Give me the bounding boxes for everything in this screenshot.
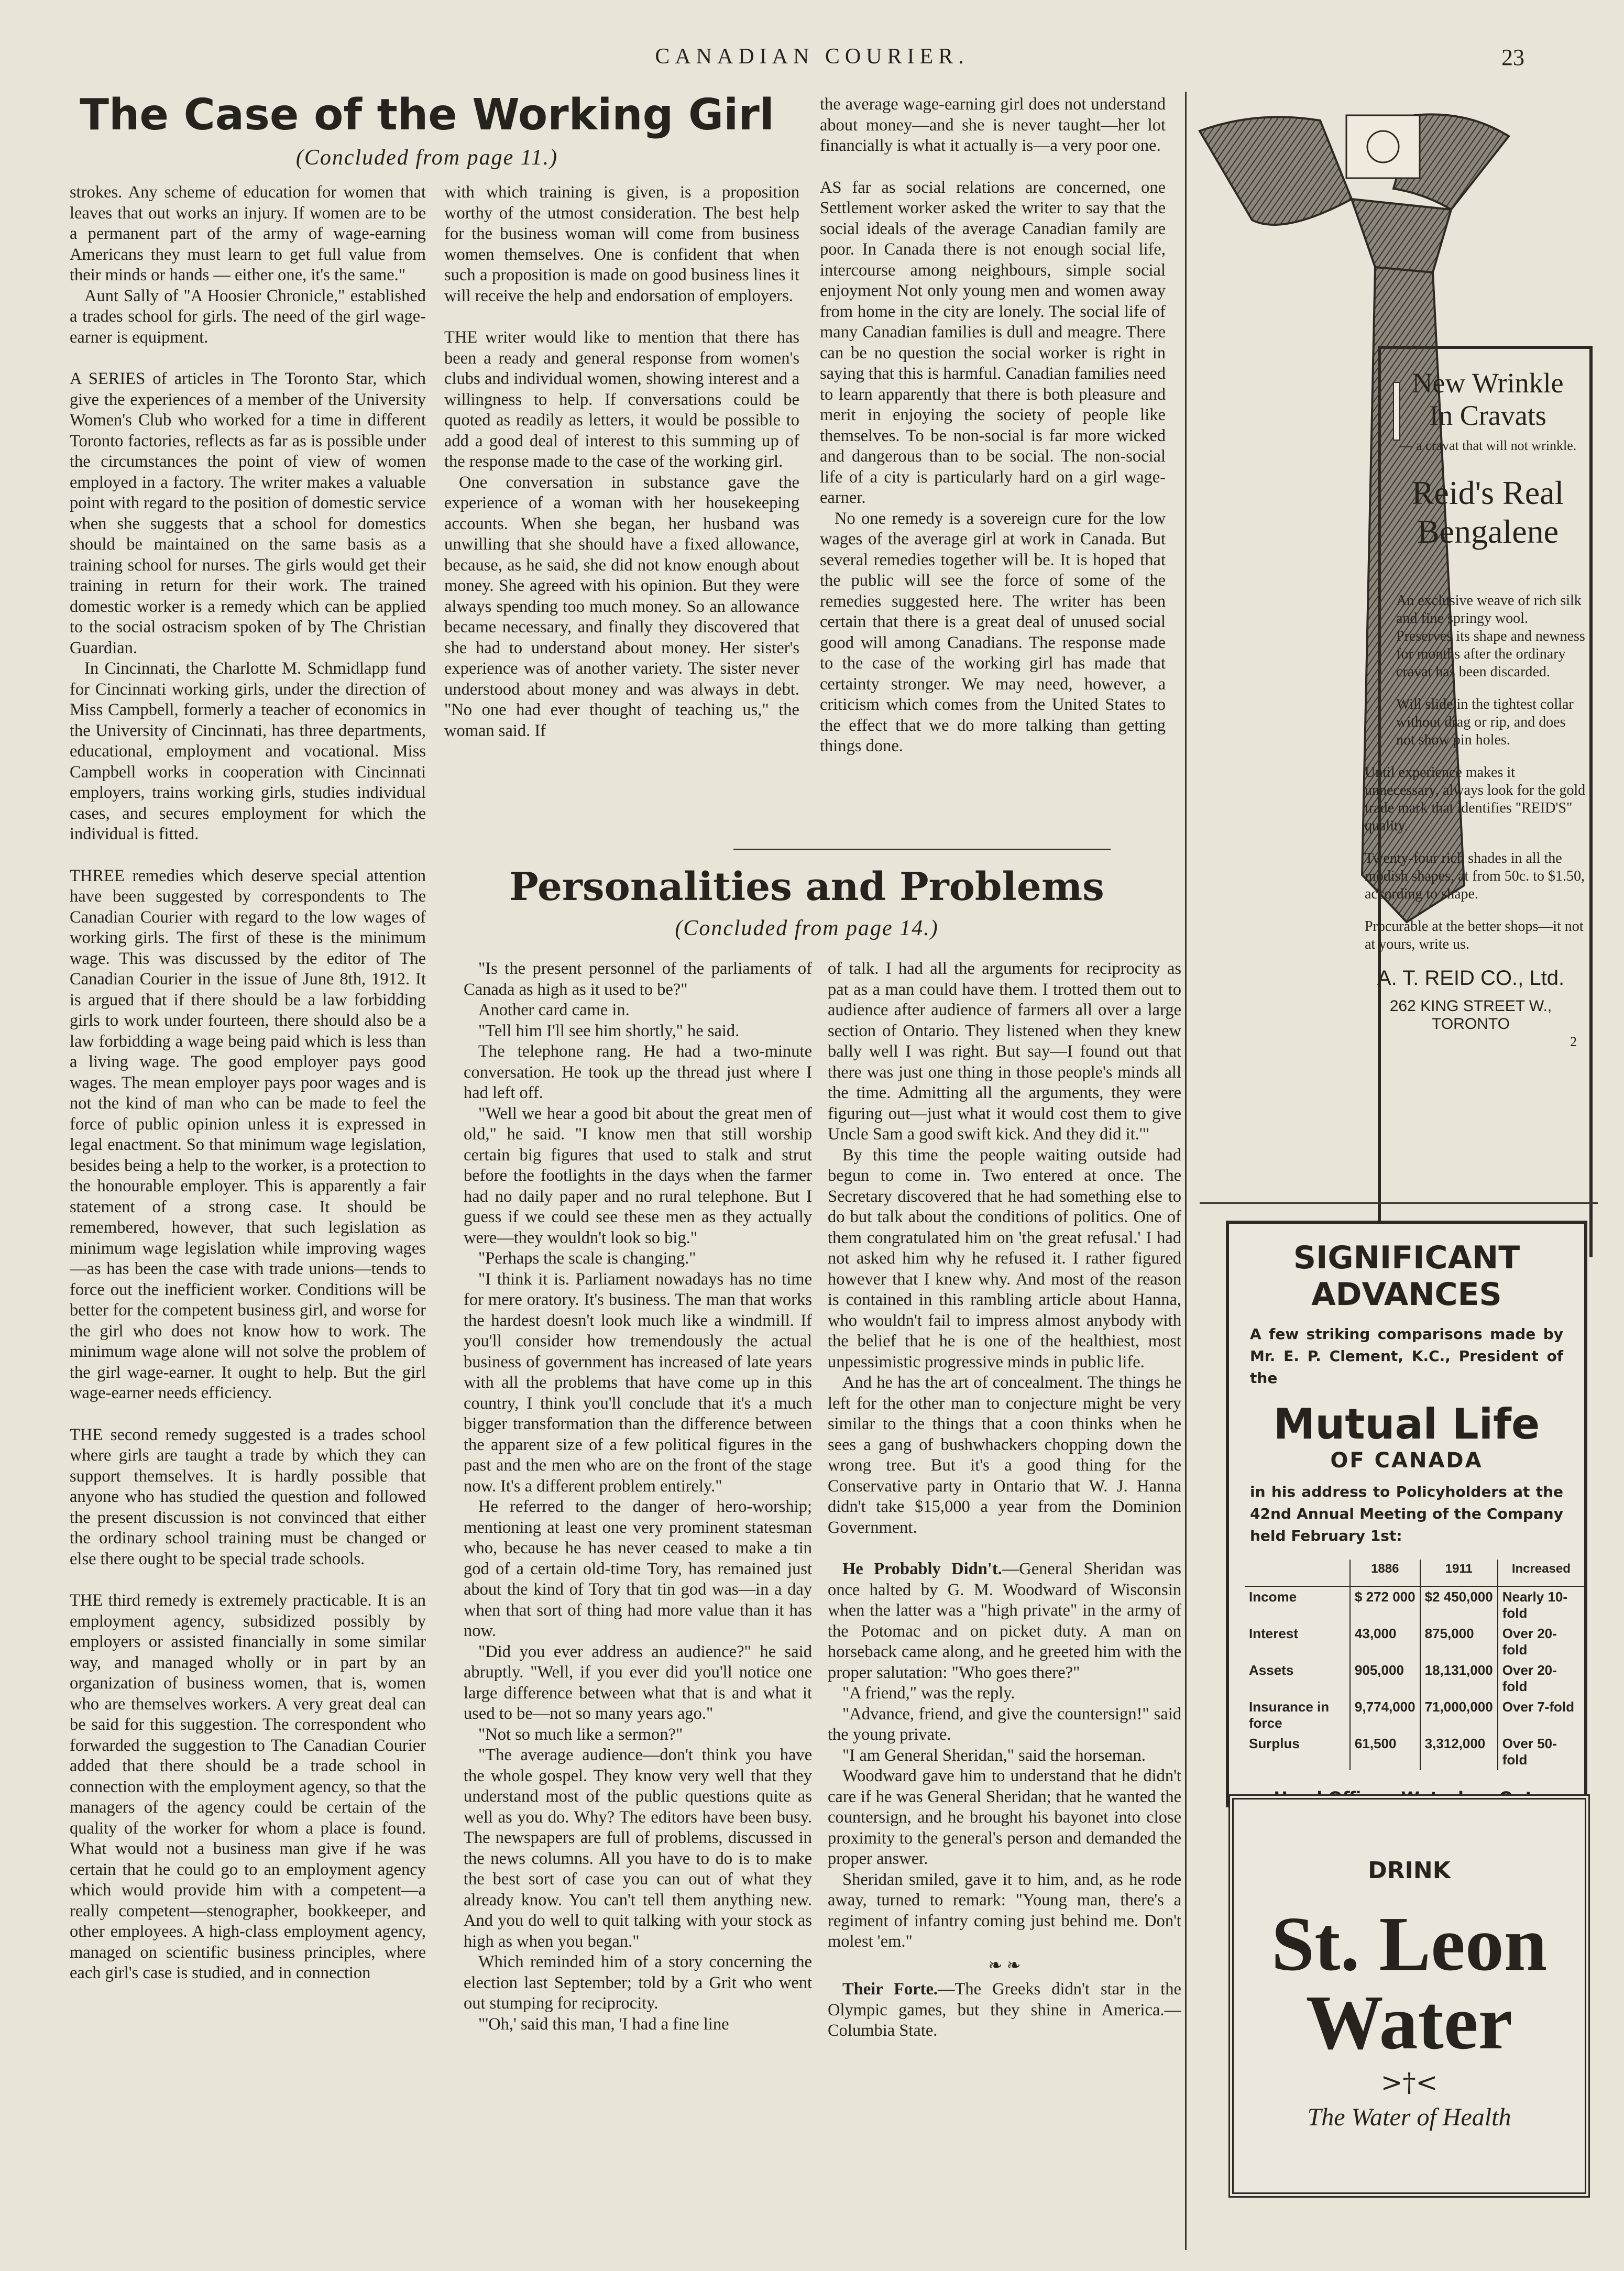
mutual-intro: A few striking comparisons made by Mr. E. P. Clement, K.C., President of the <box>1250 1325 1563 1387</box>
paragraph: AS far as social relations are concerned, one Settlement worker asked the writer to say that the social ideals of the average Canadian family are poor. In Canada there is not enough social life, intercourse among neighbours, simple social enjoyment Not only young men and women away from home in the city are lonely. The social life of many Canadian families is dull and meagre. There can be no question the social worker is right in saying that this is harmful. Canadian families need to learn apparently that there is both pleasure and merit in enjoying the society of people like themselves. To be non-social is far more wicked and dangerous than to be social. The non-social life of a city is particularly hard on a girl wage-earner. <box>820 178 1166 507</box>
paragraph: "Advance, friend, and give the countersign!" said the young private. <box>828 1704 1181 1744</box>
st-leon-line-1: St. Leon <box>1271 1901 1548 1987</box>
reid-body <box>1354 592 1587 1051</box>
forte-title: Their Forte. <box>842 1980 938 1999</box>
reid-city: TORONTO <box>1432 1015 1510 1033</box>
st-leon-ad <box>1228 1794 1590 2198</box>
paragraph: Which reminded him of a story concerning the election last September; told by a Grit who went out stumping for reciprocity. <box>464 1952 812 2013</box>
ad-divider <box>1200 1202 1598 1204</box>
running-head: CANADIAN COURIER. <box>655 45 969 69</box>
article1-headline: The Case of the Working Girl <box>80 90 774 140</box>
paragraph: "Well we hear a good bit about the great men of old," he said. "I know men that still worship certain big figures that used to stalk and strut before the footlights in the days when the farmer had no daily paper and no rural telephone. But I guess if we could see these men as they actually were—they wouldn't look so big." <box>464 1104 812 1247</box>
mutual-intro-2: in his address to Policyholders at the 42nd Annual Meeting of the Company held February 1st: <box>1250 1483 1563 1544</box>
article1-column-1 <box>70 182 426 2220</box>
st-leon-line-2: Water <box>1305 1980 1513 2066</box>
table-cell: Over 20-fold <box>1498 1660 1584 1697</box>
paragraph: "Perhaps the scale is changing." <box>478 1249 696 1268</box>
reid-address: 262 KING STREET W., <box>1389 997 1552 1015</box>
mutual-title-2: ADVANCES <box>1311 1276 1502 1313</box>
table-cell: 3,312,000 <box>1420 1734 1498 1770</box>
reid-sub: — a cravat that will not wrinkle. <box>1399 438 1577 453</box>
table-row <box>1245 1623 1584 1660</box>
article2-header <box>445 864 1168 941</box>
paragraph: One conversation in substance gave the experience of a woman with her housekeeping accounts. When she began, her husband was unwilling that she should have a fixed allowance, because, as he said, she did not know enough about money. She agreed with his opinion. But they were always spending too much money. So an allowance became necessary, and finally they discovered that she had to understand about money. Her sister's experience was of another variety. The sister never understood about money and was always in debt. "No one had ever thought of teaching us," the woman said. If <box>444 473 799 740</box>
paragraph: The telephone rang. He had a two-minute conversation. He took up the thread just where I had left off. <box>464 1042 812 1102</box>
reid-company: A. T. REID CO., Ltd. <box>1377 967 1565 990</box>
page-number: 23 <box>1501 45 1524 70</box>
table-row <box>1245 1586 1584 1623</box>
reid-headline-1: New Wrinkle <box>1412 367 1564 399</box>
paragraph: "Did you ever address an audience?" he said abruptly. "Well, if you ever did you'll notice one large difference between what that is and what it used to be—not so many years ago." <box>464 1642 812 1723</box>
table-cell: Surplus <box>1249 1736 1300 1751</box>
mutual-comparison-table <box>1245 1560 1584 1770</box>
table-cell: $ 272 000 <box>1350 1586 1420 1623</box>
st-leon-tagline: The Water of Health <box>1307 2103 1511 2131</box>
paragraph: THE second remedy suggested is a trades school where girls are taught a trade by which they can support themselves. It is hardly possible that anyone who has studied the question and followed the present discussion is not convinced that either the ordinary school training must be changed or else there ought to be special trade schools. <box>70 1425 426 1568</box>
paragraph: —General Sheridan was once halted by G. M. Woodward of Wisconsin when the latter was a "high private" in the army of the Potomac and on picket duty. A man on horseback came along, and he greeted him with the proper salutation: "Who goes there?" <box>828 1560 1181 1682</box>
probably-title: He Probably Didn't. <box>842 1560 1002 1578</box>
reid-slide: Will slide in the tightest collar without drag or rip, and does not show pin holes. <box>1396 696 1574 748</box>
mutual-of-canada: OF CANADA <box>1330 1449 1483 1473</box>
article2-concluded: (Concluded from page 14.) <box>675 916 939 940</box>
paragraph: Woodward gave him to understand that he didn't care if he was General Sheridan; that he wanted the countersign, and he brought his bayonet into close proximity to the general's person and demanded the proper answer. <box>828 1767 1181 1868</box>
paragraph: "Not so much like a sermon?" <box>478 1725 683 1744</box>
table-cell: Assets <box>1249 1662 1294 1678</box>
paragraph: "I think it is. Parliament nowadays has no time for mere oratory. It's business. The man that works the hardest doesn't look much like a windmill. If you'll consider how tremendously the actual business of government has increased of late years with all the problems that have come up in this country, I think you'll conclude that it's a much bigger transformation than the difference between the apparent size of a few political figures in the past and the men who are on the front of the stage now. It's a different problem entirely." <box>464 1269 812 1496</box>
article2-column-2 <box>828 959 1181 2226</box>
table-header: 1886 <box>1350 1560 1420 1586</box>
paragraph: By this time the people waiting outside had begun to come in. Two entered at once. The Secretary discovered that he had something else to do but talk about the conditions of politics. One of them congratulated him on 'the great refusal.' I had not asked him why he refused it. I rather figured however that I knew why. And most of the reason is contained in this rambling article about Hanna, who wouldn't fail to impress almost anybody with the belief that he is one of the healthiest, most unpessimistic progressive minds in public life. <box>828 1145 1181 1372</box>
paragraph: He referred to the danger of hero-worship; mentioning at least one very prominent statesman who, because he has never ceased to make a tin god of a certain old-time Tory, has remained just about the kind of Tory that tin god was—in a day when that sort of thing had more value than it has now. <box>464 1497 812 1640</box>
paragraph: the average wage-earning girl does not understand about money—and she is never taught—her lot financially is what it actually is—a very poor one. <box>820 95 1166 155</box>
table-cell: Income <box>1249 1589 1297 1605</box>
reid-ad-number: 2 <box>1570 1034 1577 1049</box>
paragraph: Aunt Sally of "A Hoosier Chronicle," established a trades school for girls. The need of the girl wage-earner is equipment. <box>70 286 426 347</box>
paragraph: A SERIES of articles in The Toronto Star, which give the experiences of a member of the University Women's Club who worked for a time in different Toronto factories, reflects as far as is possible under the circumstances the point of view of women employed in a factory. The writer makes a valuable point with regard to the position of domestic service when she suggests that a school for domestics should be maintained on the same basis as a training school for nurses. The girls would get their training in return for their work. The trained domestic worker is a remedy which can be applied to the social ostracism spoken of by The Christian Guardian. <box>70 369 426 657</box>
paragraph: No one remedy is a sovereign cure for the low wages of the average girl at work in Canada. But several remedies together will be. It is hoped that the public will see the force of some of the remedies suggested here. The writer has been certain that there is a great deal of unused social good will among Canadians. The response made to the case of the working girl has made that certainty stronger. We may need, however, a criticism which comes from the United States to the effect that we do more talking than getting things done. <box>820 509 1166 755</box>
table-row <box>1245 1734 1584 1770</box>
reid-ad-text <box>1388 367 1587 551</box>
paragraph: "Tell him I'll see him shortly," he said. <box>478 1021 740 1040</box>
article1-header <box>79 90 775 170</box>
article1-concluded: (Concluded from page 11.) <box>295 146 558 170</box>
paragraph: THE writer would like to mention that there has been a ready and general response from women's clubs and individual women, showing interest and a willingness to help. If conversations could be quoted as readily as letters, it would be possible to add a good deal of interest to this summing up of the response made to the case of the working girl. <box>444 328 799 471</box>
mutual-name: Mutual Life <box>1273 1400 1540 1449</box>
paragraph: Sheridan smiled, gave it to him, and, as he rode away, turned to remark: "Young man, there's a regiment of infantry coming just behind me. Don't molest 'em." <box>828 1870 1181 1951</box>
table-cell: Over 50-fold <box>1498 1734 1584 1770</box>
table-row <box>1245 1697 1584 1734</box>
paragraph: —The Greeks didn't star in the Olympic games, but they shine in America.—Columbia State. <box>828 1980 1181 2040</box>
table-cell: Over 7-fold <box>1498 1697 1584 1734</box>
mutual-title-1: SIGNIFICANT <box>1293 1239 1520 1276</box>
paragraph: "A friend," was the reply. <box>842 1684 1015 1703</box>
table-cell: Over 20-fold <box>1498 1623 1584 1660</box>
table-cell: Nearly 10-fold <box>1498 1586 1584 1623</box>
reid-procurable: Procurable at the better shops—it not at yours, write us. <box>1365 918 1584 952</box>
paragraph: "I am General Sheridan," said the horseman. <box>842 1746 1146 1765</box>
article2-headline: Personalities and Problems <box>509 864 1104 909</box>
reid-cravat-ad <box>1194 100 1593 1200</box>
table-cell: $2 450,000 <box>1420 1586 1498 1623</box>
paragraph: "The average audience—don't think you have the whole gospel. They know very well that they understand most of the public questions quite as well as you do. Why? The editors have been busy. The newspapers are full of problems, discussed in the news columns. All you have to do is to make the best sort of case you can out of what they already know. You can't tell them anything new. And you do well to quit talking with your stock as high as when you began." <box>464 1746 812 1951</box>
reid-headline-2: In Cravats <box>1429 400 1546 431</box>
st-leon-drink: DRINK <box>1368 1857 1451 1884</box>
reid-brand-2: Bengalene <box>1417 513 1559 550</box>
table-cell: Interest <box>1249 1626 1298 1641</box>
article2-column-1 <box>464 959 812 2226</box>
table-cell: Insurance in force <box>1249 1699 1330 1731</box>
table-cell: 71,000,000 <box>1420 1697 1498 1734</box>
reid-brand-1: Reid's Real <box>1411 474 1564 511</box>
paragraph: THREE remedies which deserve special attention have been suggested by correspondents to The Canadian Courier with regard to the low wages of working girls. The first of these is the minimum wage. This was discussed by the editor of The Canadian Courier in the issue of June 8th, 1912. It is argued that if there should be a law forbidding girls to work under fourteen, there should also be a law forbidding a wage being paid which is less than a living wage. The good employer pays good wages. The mean employer pays poor wages and is not the kind of man who can be made to feel the force of public opinion unless it is expressed in legal enactment. So that minimum wage legislation, besides being a help to the worker, is a protection to the honourable employer. This is apparently a fair statement of a strong case. It should be remembered, however, that such legislation as minimum wage legislation while improving wages—as has been the case with trade unions—tends to force out the inefficient worker. Conditions will be better for the competent business girl, and worse for the girl who does not know how to work. The minimum wage alone will not solve the problem of the girl wage-earner. It ought to help. But the girl wage-earner needs efficiency. <box>70 866 426 1402</box>
paragraph: with which training is given, is a proposition worthy of the utmost consideration. The best help for the business woman will come from business women themselves. One is confident that when such a proposition is made on good business lines it will receive the help and endorsation of employers. <box>444 183 799 305</box>
paragraph: THE third remedy is extremely practicable. It is an employment agency, subsidized possibly by employers or assisted financially in some similar way, and managed wholly or in part by an organization of business women, that is, women who are themselves workers. A very great deal can be said for this suggestion. The correspondent who forwarded the suggestion to The Canadian Courier added that there should be a trade school in connection with the employment agency, so that the managers of the agency could be certain of the quality of the worker for whom a place is found. What would not a business man give if he was certain that he could go to an employment agency which would provide him with a competent—a really competent—stenographer, bookkeeper, and other employees. A high-class employment agency, managed on scientific business principles, where each girl's case is studied, and in connection <box>70 1591 426 1982</box>
mutual-life-ad <box>1226 1221 1587 1807</box>
ornament-icon: >†< <box>1380 2067 1438 2098</box>
article1-column-3 <box>820 94 1166 828</box>
paragraph: of talk. I had all the arguments for reciprocity as pat as a man could have them. I trotted them out to audience after audience of farmers all over a large section of Ontario. They listened when they knew bally well I was right. But say—I found out that there was just one thing in those people's minds all the time. Admitting all the arguments, they were figuring out—just what it would cost them to give Uncle Sam a good swift kick. And they did it.'" <box>828 959 1181 1144</box>
table-cell: 61,500 <box>1350 1734 1420 1770</box>
paragraph: strokes. Any scheme of education for women that leaves that out works an injury. If women are to be a permanent part of the army of wage-earning Americans they must learn to get full value from their minds or hands — either one, it's the same." <box>70 183 426 284</box>
paragraph: Another card came in. <box>478 1001 630 1019</box>
column-rule <box>1185 92 1187 2250</box>
table-cell: 905,000 <box>1350 1660 1420 1697</box>
table-cell: 18,131,000 <box>1420 1660 1498 1697</box>
paragraph: "'Oh,' said this man, 'I had a fine line <box>478 2014 729 2034</box>
paragraph: "Is the present personnel of the parliaments of Canada as high as it used to be?" <box>464 959 812 999</box>
table-cell: 43,000 <box>1350 1623 1420 1660</box>
reid-experience: Until experience makes it unnecessary, always look for the gold trade mark that identifies "REID'S" quality. <box>1365 764 1586 834</box>
reid-shades: Twenty-four rich shades in all the modish shapes, at from 50c. to $1.50, according to shape. <box>1365 850 1585 902</box>
paragraph: In Cincinnati, the Charlotte M. Schmidlapp fund for Cincinnati working girls, under the direction of Miss Campbell, formerly a teacher of economics in the University of Cincinnati, has three departments, educational, employment and vocational. Miss Campbell works in cooperation with Cincinnati employers, trains working girls, studies individual cases, and secures employment for which the individual is fitted. <box>70 659 426 843</box>
reid-desc: An exclusive weave of rich silk and fine springy wool. Preserves its shape and newness for months after the ordinary cravat has been discarded. <box>1396 593 1585 680</box>
paragraph: And he has the art of concealment. The things he left for the other man to conjecture might be very similar to the things that a coon thinks when he sees a gang of bushwhackers chopping down the wrong tree. But it's a good thing for the Conservative party in Ontario that W. J. Hanna didn't take $15,000 a year from the Dominion Government. <box>828 1373 1181 1537</box>
table-cell: 9,774,000 <box>1350 1697 1420 1734</box>
table-header <box>1245 1560 1350 1586</box>
table-header: 1911 <box>1420 1560 1498 1586</box>
table-header: Increased <box>1498 1560 1584 1586</box>
ornament: ❧ ❧ <box>988 1956 1021 1975</box>
table-cell: 875,000 <box>1420 1623 1498 1660</box>
table-row <box>1245 1660 1584 1697</box>
section-divider <box>733 849 1111 850</box>
article1-column-2 <box>444 182 799 821</box>
